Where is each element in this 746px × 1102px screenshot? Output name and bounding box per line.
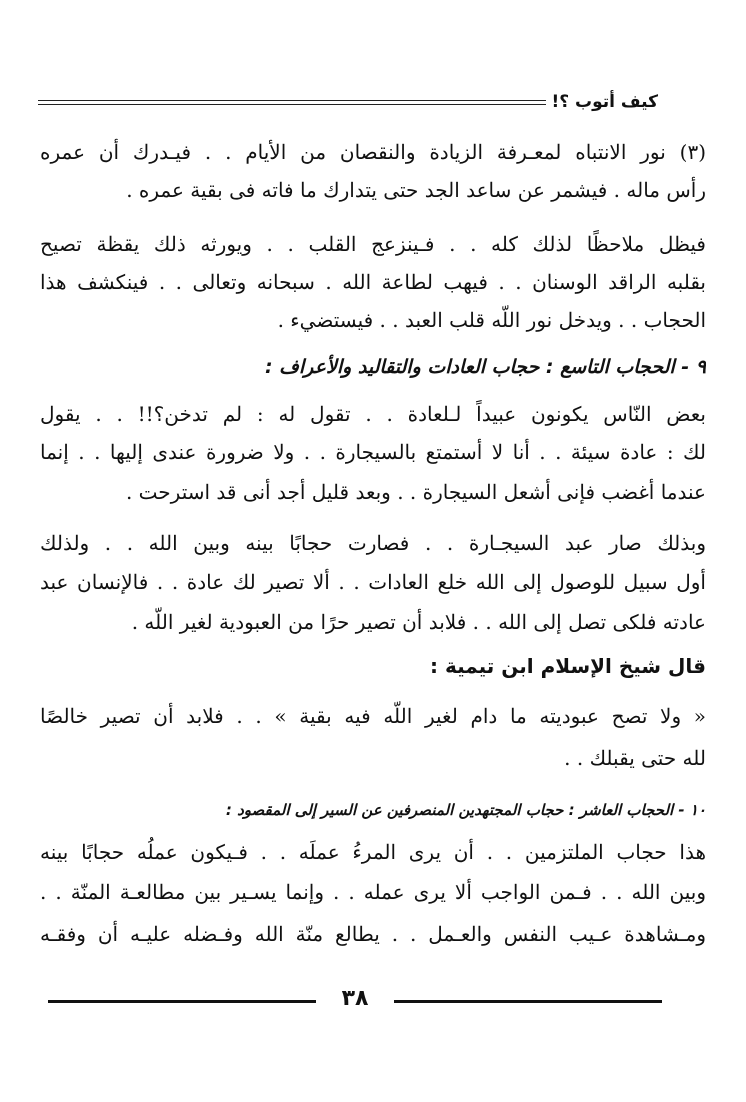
text-line: الحجاب . . ويدخل نور اللّه قلب العبد . . فيستضيء .: [277, 308, 706, 332]
text-line: ومـشاهدة عـيب النفس والعـمل . . يطالع منّة الله وفـضله عليـه أن وفقـه: [40, 922, 706, 946]
text-line: بقلبه الراقد الوسنان . . فيهب لطاعة الله . سبحانه وتعالى . . فينكشف هذا: [40, 270, 706, 294]
text-line: لله حتى يقبلك . .: [564, 746, 706, 770]
quote-line: « ولا تصح عبوديته ما دام لغير اللّه فيه بقية » . . فلابد أن تصير خالصًا: [40, 704, 706, 728]
text-line: عندما أغضب فإنى أشعل السيجارة . . وبعد قليل أجد أنى قد استرحت .: [125, 480, 706, 504]
text-line: (٣) نور الانتباه لمعـرفة الزيادة والنقصان من الأيام . . فيـدرك أن عمره: [40, 140, 706, 164]
page-number: ٣٨: [341, 986, 369, 1011]
running-header: [38, 92, 658, 116]
running-header-title: كيف أتوب ؟!: [551, 92, 658, 112]
text-line: لك : عادة سيئة . . أنا لا أستمتع بالسيجارة . . ولا ضرورة عندى إليها . . إنما: [40, 440, 706, 464]
section-heading-tenth: ١٠ - الحجاب العاشر : حجاب المجتهدين المنصرفين عن السير إلى المقصود :: [225, 801, 706, 819]
quote-intro: قال شيخ الإسلام ابن تيمية :: [429, 654, 706, 678]
text-line: أول سبيل للوصول إلى الله خلع العادات . . ألا تصير لك عادة . . فالإنسان عبد: [40, 570, 706, 594]
page-footer: [48, 986, 662, 1016]
header-double-rule: [38, 100, 546, 105]
text-line: وبذلك صار عبد السيجـارة . . فصارت حجابًا بينه وبين الله . . ولذلك: [40, 531, 706, 555]
text-line: بعض النّاس يكونون عبيداً لـلعادة . . تقول له : لم تدخن؟!! . . يقول: [40, 402, 706, 426]
text-line: وبين الله . . فـمن الواجب ألا يرى عمله . . وإنما يسـير بين مطالعـة المنّة . .: [40, 880, 706, 904]
footer-rule-left: [48, 1000, 316, 1003]
text-line: فيظل ملاحظًا لذلك كله . . فـينزعج القلب . . ويورثه ذلك يقظة تصيح: [40, 232, 706, 256]
section-heading-ninth: ٩ - الحجاب التاسع : حجاب العادات والتقاليد والأعراف :: [264, 356, 706, 378]
text-line: هذا حجاب الملتزمين . . أن يرى المرءُ عملَه . . فـيكون عملُه حجابًا بينه: [40, 840, 706, 864]
text-line: رأس ماله . فيشمر عن ساعد الجد حتى يتدارك ما فاته فى بقية عمره .: [126, 178, 706, 202]
text-line: عادته فلكى تصل إلى الله . . فلابد أن تصير حرًا من العبودية لغير اللّه .: [131, 610, 706, 634]
footer-rule-right: [394, 1000, 662, 1003]
